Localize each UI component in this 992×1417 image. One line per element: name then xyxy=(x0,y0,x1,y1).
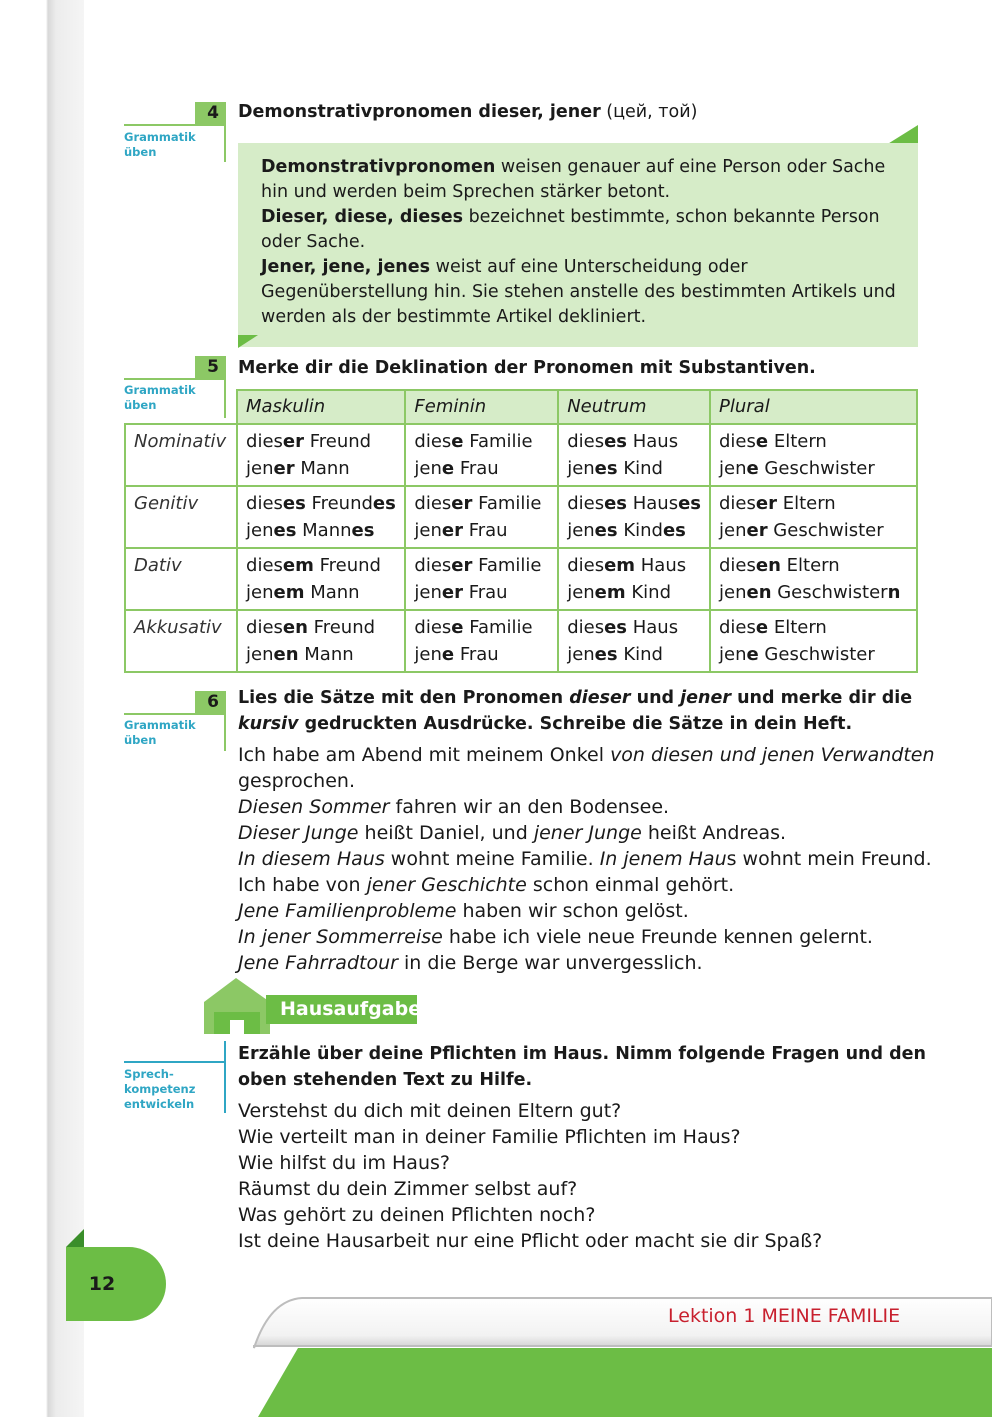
task-6-sentences xyxy=(238,742,935,976)
declension-form: jenes Kindes xyxy=(567,520,686,541)
homework-question: Wie hilfst du im Haus? xyxy=(238,1152,450,1174)
task-4-title xyxy=(238,99,928,125)
declension-form: jene Frau xyxy=(414,644,499,665)
declension-form: dieser Freund xyxy=(246,431,372,452)
case-label: Genitiv xyxy=(125,486,237,548)
declension-form: dieses Haus xyxy=(567,431,679,452)
table-row xyxy=(125,548,917,610)
declension-form: dieser Familie xyxy=(414,555,542,576)
declension-form: dieser Eltern xyxy=(719,493,836,514)
table-cell xyxy=(405,548,558,610)
homework-question: Verstehst du dich mit deinen Eltern gut? xyxy=(238,1100,622,1122)
homework-questions xyxy=(238,1098,928,1254)
table-cell xyxy=(237,610,405,672)
table-cell xyxy=(405,610,558,672)
task-6-hrule xyxy=(124,713,226,715)
task-4-rule xyxy=(224,102,226,162)
declension-form: diesen Eltern xyxy=(719,555,840,576)
header-feminin: Feminin xyxy=(405,390,558,424)
table-cell xyxy=(710,610,917,672)
declension-form: jenes Kind xyxy=(567,458,663,479)
grammar-info-box xyxy=(238,143,918,347)
info-text-3: weist auf eine Unterscheidung oder Gegenüberstellung hin. Sie stehen anstelle des bestimmten Artikels und werden als der bestimmte Artikel dekliniert. xyxy=(261,257,896,327)
case-label: Dativ xyxy=(125,548,237,610)
lesson-title: Lektion 1 MEINE FAMILIE xyxy=(668,1305,901,1327)
sprechkompetenz-label: Sprech- kompetenz entwickeln xyxy=(124,1067,196,1111)
declension-form: diese Eltern xyxy=(719,617,827,638)
table-cell xyxy=(558,548,710,610)
task-5-title: Merke dir die Deklination der Pronomen mit Substantiven. xyxy=(238,358,816,378)
declension-form: diesem Haus xyxy=(567,555,687,576)
homework-banner: Hausaufgabe xyxy=(266,995,417,1024)
homework-question: Was gehört zu deinen Pflichten noch? xyxy=(238,1204,596,1226)
info-term-3: Jener, jene, jenes xyxy=(261,257,431,277)
declension-form: jener Mann xyxy=(246,458,350,479)
case-label: Nominativ xyxy=(125,424,237,486)
info-text-1: weisen genauer auf eine Person oder Sache hin und werden beim Sprechen stärker betont. xyxy=(261,157,886,202)
header-neutrum: Neutrum xyxy=(558,390,710,424)
declension-form: jene Geschwister xyxy=(719,644,875,665)
declension-form: jenes Kind xyxy=(567,644,663,665)
table-row xyxy=(125,610,917,672)
declension-form: jener Geschwister xyxy=(719,520,884,541)
page-number: 12 xyxy=(66,1247,166,1321)
homework-title: Erzähle über deine Pflichten im Haus. Nimm folgende Fragen und den oben stehenden Text zu Hilfe. xyxy=(238,1044,926,1090)
infobox-corner-top xyxy=(886,125,918,145)
declension-form: dieses Freundes xyxy=(246,493,396,514)
table-row xyxy=(125,486,917,548)
declension-form: jenes Mannes xyxy=(246,520,375,541)
table-header-row xyxy=(125,390,917,424)
task-4-hrule xyxy=(124,124,226,126)
sentence-line: In jener Sommerreise habe ich viele neue Freunde kennen gelernt. xyxy=(238,926,873,948)
task-6-title: Lies die Sätze mit den Pronomen dieser und jener und merke dir die kursiv gedruckten Ausdrücke. Schreibe die Sätze in dein Heft. xyxy=(238,688,913,734)
declension-form: jenem Kind xyxy=(567,582,672,603)
grammatik-label: Grammatik üben xyxy=(124,383,196,412)
page-number-corner xyxy=(66,1229,84,1247)
book-spine xyxy=(0,0,84,1417)
table-cell xyxy=(237,548,405,610)
task-6-number: 6 xyxy=(195,691,225,714)
declension-form: dieses Haus xyxy=(567,617,679,638)
task-4-title-translation: (цей, той) xyxy=(600,102,698,122)
grammatik-label: Grammatik üben xyxy=(124,718,196,747)
table-cell xyxy=(710,548,917,610)
homework-question: Wie verteilt man in deiner Familie Pflichten im Haus? xyxy=(238,1126,741,1148)
declension-form: jener Frau xyxy=(414,520,508,541)
table-cell xyxy=(405,486,558,548)
homework-question: Räumst du dein Zimmer selbst auf? xyxy=(238,1178,578,1200)
table-cell xyxy=(710,424,917,486)
declension-table xyxy=(124,389,918,673)
task-4-title-bold: Demonstrativpronomen dieser, jener xyxy=(238,102,601,122)
grammatik-label: Grammatik üben xyxy=(124,130,196,159)
case-label: Akkusativ xyxy=(125,610,237,672)
info-term-2: Dieser, diese, dieses xyxy=(261,207,463,227)
task-5-number: 5 xyxy=(195,356,225,379)
homework-hrule xyxy=(124,1061,226,1063)
declension-form: diesen Freund xyxy=(246,617,376,638)
declension-form: diese Eltern xyxy=(719,431,827,452)
table-cell xyxy=(558,486,710,548)
task-5-hrule xyxy=(124,378,226,380)
sentence-line: Diesen Sommer fahren wir an den Bodensee. xyxy=(238,796,670,818)
homework-question: Ist deine Hausarbeit nur eine Pflicht oder macht sie dir Spaß? xyxy=(238,1230,823,1252)
sentence-line: gesprochen. xyxy=(238,770,355,792)
sentence-line: Jene Familienprobleme haben wir schon gelöst. xyxy=(238,900,689,922)
info-text-2: bezeichnet bestimmte, schon bekannte Person oder Sache. xyxy=(261,207,880,252)
declension-form: jene Frau xyxy=(414,458,499,479)
house-icon xyxy=(204,978,270,1034)
declension-form: diese Familie xyxy=(414,431,533,452)
header-maskulin: Maskulin xyxy=(237,390,405,424)
homework-rule xyxy=(224,1041,226,1113)
declension-form: dieses Hauses xyxy=(567,493,701,514)
declension-form: jenen Geschwistern xyxy=(719,582,901,603)
sentence-line: Dieser Junge heißt Daniel, und jener Junge heißt Andreas. xyxy=(238,822,787,844)
declension-form: diese Familie xyxy=(414,617,533,638)
header-plural: Plural xyxy=(710,390,917,424)
info-paragraph-2 xyxy=(261,205,898,255)
table-row xyxy=(125,424,917,486)
table-corner xyxy=(125,390,237,424)
table-cell xyxy=(405,424,558,486)
sentence-line: Jene Fahrradtour in die Berge war unvergesslich. xyxy=(238,952,703,974)
declension-form: jene Geschwister xyxy=(719,458,875,479)
declension-form: diesem Freund xyxy=(246,555,381,576)
declension-form: dieser Familie xyxy=(414,493,542,514)
infobox-corner-bottom xyxy=(238,335,258,348)
info-paragraph-1 xyxy=(261,155,898,205)
table-cell xyxy=(237,486,405,548)
sentence-line: Ich habe am Abend mit meinem Onkel von diesen und jenen Verwandten xyxy=(238,744,935,766)
table-cell xyxy=(237,424,405,486)
declension-form: jenem Mann xyxy=(246,582,360,603)
task-6-rule xyxy=(224,691,226,751)
table-cell xyxy=(558,610,710,672)
task-4-number: 4 xyxy=(195,102,225,125)
info-paragraph-3 xyxy=(261,255,898,330)
table-cell xyxy=(710,486,917,548)
declension-form: jenen Mann xyxy=(246,644,354,665)
declension-form: jener Frau xyxy=(414,582,508,603)
info-term-1: Demonstrativpronomen xyxy=(261,157,496,177)
table-cell xyxy=(558,424,710,486)
sentence-line: Ich habe von jener Geschichte schon einmal gehört. xyxy=(238,874,735,896)
sentence-line: In diesem Haus wohnt meine Familie. In jenem Haus wohnt mein Freund. xyxy=(238,848,932,870)
